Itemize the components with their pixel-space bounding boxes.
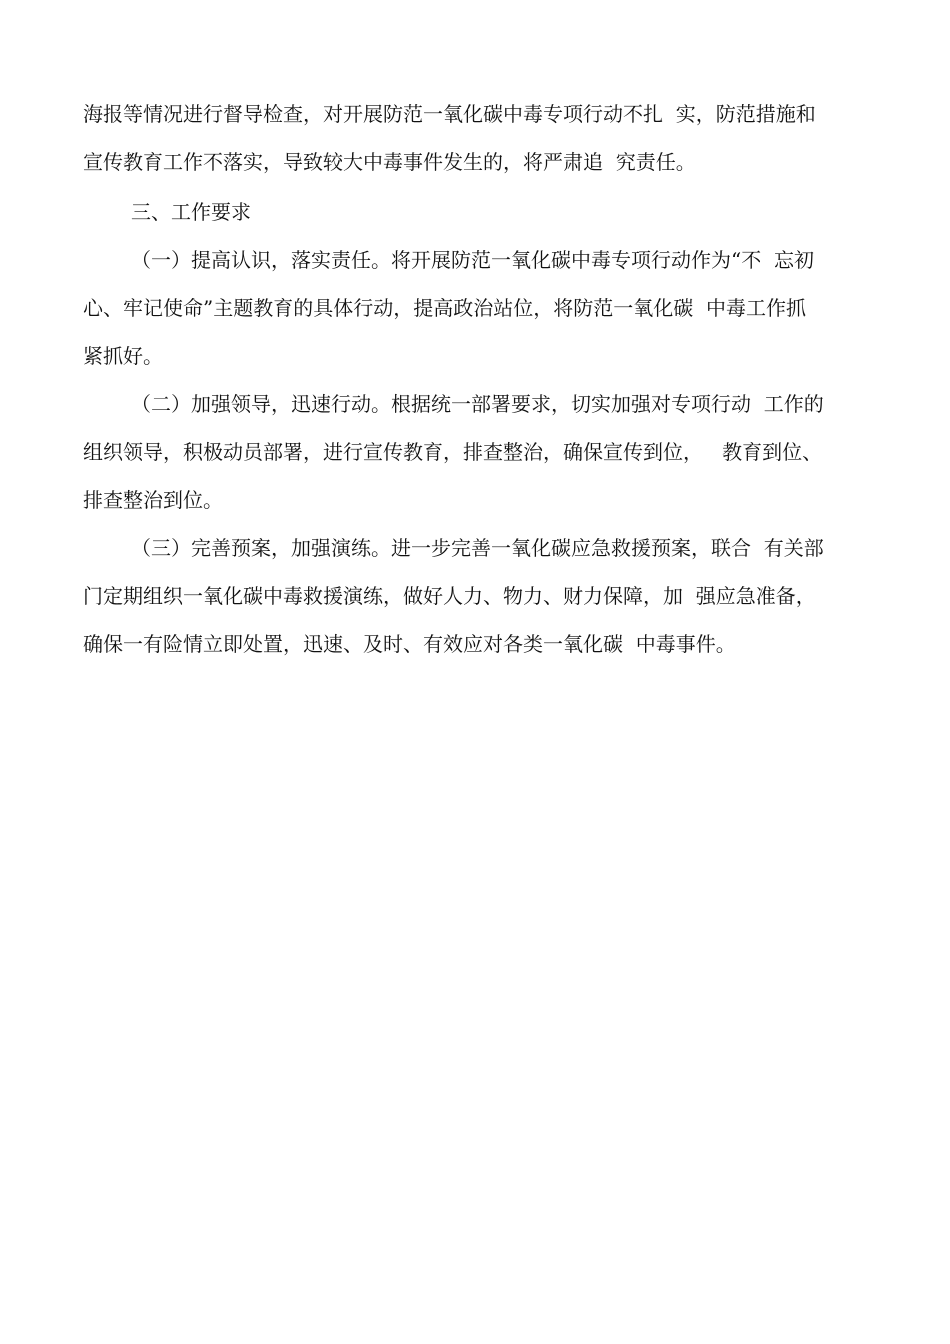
paragraph-2-line-3: 紧抓好。 <box>83 344 163 368</box>
paragraph-4-line-1: （三）完善预案，加强演练。进一步完善一氧化碳应急救援预案，联合 有关部 <box>131 536 824 560</box>
paragraph-3-line-2: 组织领导，积极动员部署，进行宣传教育，排查整治，确保宣传到位， 教育到位、 <box>83 440 823 464</box>
section-heading: 三、工作要求 <box>131 200 251 224</box>
paragraph-1-line-1: 海报等情况进行督导检查，对开展防范一氧化碳中毒专项行动不扎 实，防范措施和 <box>83 102 816 126</box>
paragraph-1-line-2: 宣传教育工作不落实，导致较大中毒事件发生的，将严肃追 究责任。 <box>83 150 696 174</box>
paragraph-4-line-3: 确保一有险情立即处置，迅速、及时、有效应对各类一氧化碳 中毒事件。 <box>83 632 736 656</box>
paragraph-3-line-1: （二）加强领导，迅速行动。根据统一部署要求，切实加强对专项行动 工作的 <box>131 392 824 416</box>
paragraph-3-line-3: 排查整治到位。 <box>83 488 223 512</box>
paragraph-2-line-2: 心、牢记使命”主题教育的具体行动，提高政治站位，将防范一氧化碳 中毒工作抓 <box>83 296 806 320</box>
paragraph-2-line-1: （一）提高认识，落实责任。将开展防范一氧化碳中毒专项行动作为“不 忘初 <box>131 248 814 272</box>
paragraph-4-line-2: 门定期组织一氧化碳中毒救援演练，做好人力、物力、财力保障，加 强应急准备， <box>83 584 816 608</box>
